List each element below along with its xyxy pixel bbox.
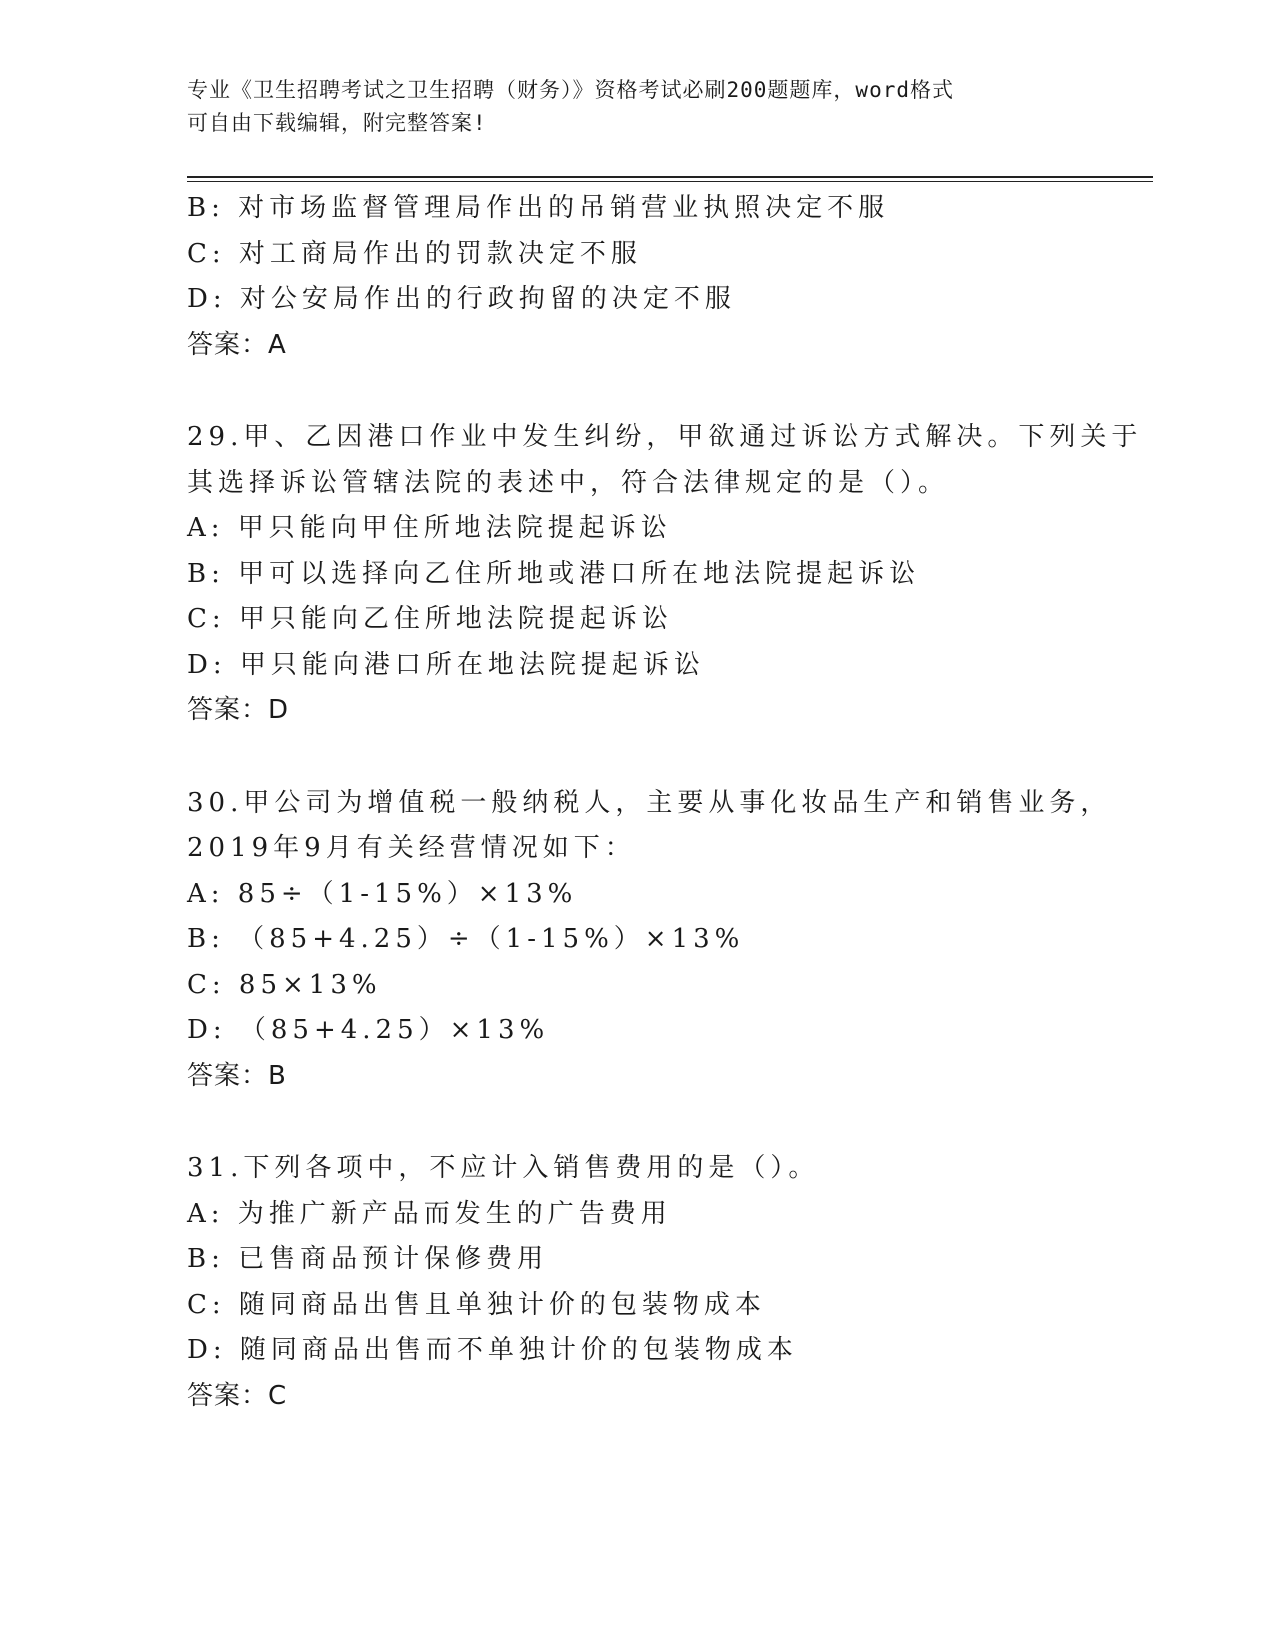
- option-d: D: 对公安局作出的行政拘留的决定不服: [187, 284, 736, 314]
- option-c: C: 甲只能向乙住所地法院提起诉讼: [187, 604, 673, 634]
- option-d: D: 甲只能向港口所在地法院提起诉讼: [187, 649, 705, 680]
- option-d: D: 随同商品出售而不单独计价的包装物成本: [187, 1335, 798, 1365]
- option-a: A: 85÷（1-15%）×13%: [187, 878, 578, 909]
- option-d: D: （85+4.25）×13%: [187, 1015, 550, 1045]
- block-spacer: [187, 734, 1107, 781]
- option-b: B: （85+4.25）÷（1-15%）×13%: [187, 924, 745, 954]
- answer-line: 答案：B: [187, 1060, 287, 1091]
- header-line-1: 专业《卫生招聘考试之卫生招聘（财务）》资格考试必刷200题题库，word格式: [187, 78, 954, 102]
- header-divider-thick: [187, 176, 1153, 178]
- option-a: A: 为推广新产品而发生的广告费用: [187, 1198, 672, 1229]
- header-divider-thin: [187, 181, 1153, 182]
- question-text-line-1: 29.甲、乙因港口作业中发生纠纷，甲欲通过诉讼方式解决。下列关于: [187, 422, 1143, 452]
- option-b: B: 已售商品预计保修费用: [187, 1244, 549, 1274]
- header-line-2: 可自由下载编辑，附完整答案!: [187, 111, 487, 135]
- document-header: [187, 74, 1087, 140]
- question-text-line-2: 其选择诉讼管辖法院的表述中，符合法律规定的是（）。: [187, 467, 950, 498]
- question-block-29: [187, 415, 1143, 734]
- question-text-line-1: 30.甲公司为增值税一般纳税人，主要从事化妆品生产和销售业务，: [187, 787, 1112, 818]
- question-block-28: [187, 186, 1107, 368]
- question-block-30: [187, 781, 1112, 1100]
- question-text-line-1: 31.下列各项中，不应计入销售费用的是（）。: [187, 1153, 820, 1183]
- answer-line: 答案：C: [187, 1380, 288, 1411]
- option-c: C: 85×13%: [187, 969, 382, 1000]
- option-a: A: 甲只能向甲住所地法院提起诉讼: [187, 513, 672, 543]
- answer-line: 答案：A: [187, 329, 287, 360]
- question-block-31: [187, 1146, 1107, 1419]
- option-c: C: 对工商局作出的罚款决定不服: [187, 238, 642, 269]
- question-text-line-2: 2019年9月有关经营情况如下：: [187, 833, 636, 863]
- block-spacer: [187, 368, 1107, 415]
- option-b: B: 对市场监督管理局作出的吊销营业执照决定不服: [187, 193, 890, 223]
- option-b: B: 甲可以选择向乙住所地或港口所在地法院提起诉讼: [187, 558, 921, 589]
- question-list: [187, 186, 1143, 1419]
- block-spacer: [187, 1099, 1107, 1146]
- answer-line: 答案：D: [187, 695, 290, 725]
- option-c: C: 随同商品出售且单独计价的包装物成本: [187, 1289, 766, 1320]
